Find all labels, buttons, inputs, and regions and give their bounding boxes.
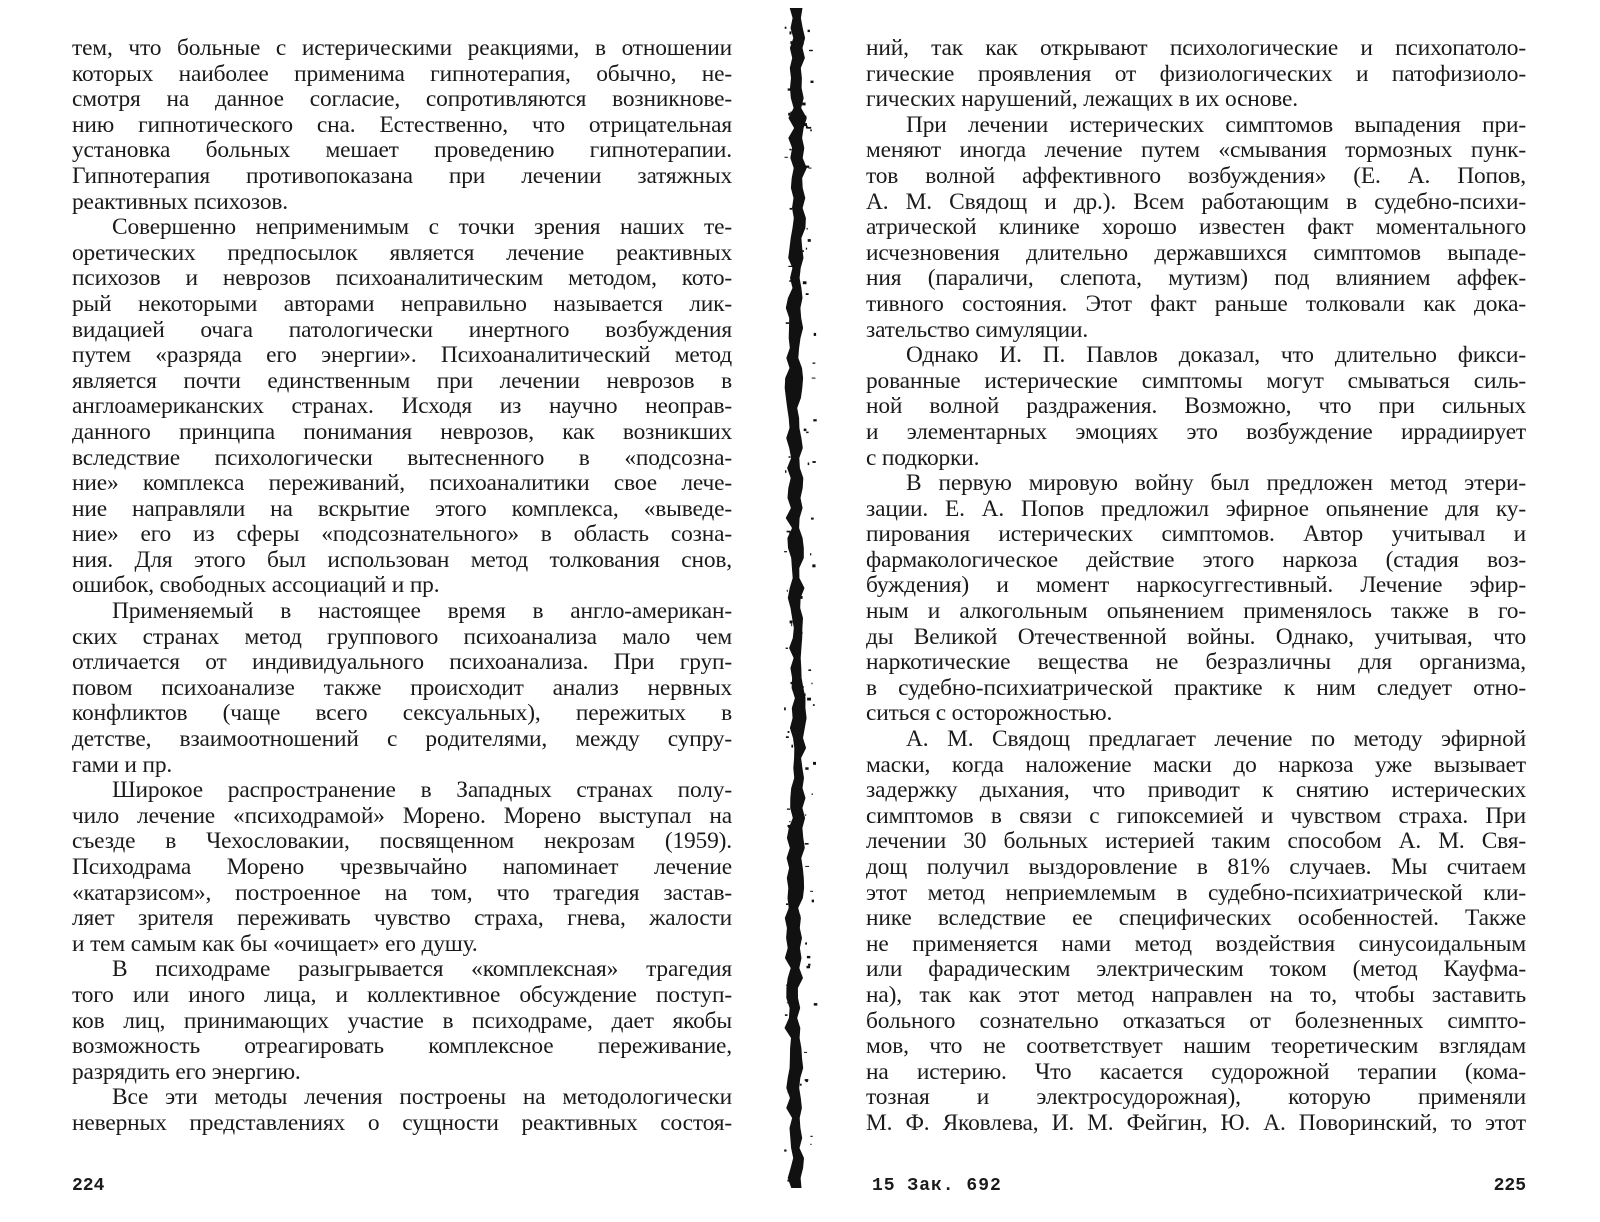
left-page bbox=[72, 36, 732, 1206]
spine-speckle bbox=[787, 1180, 789, 1182]
spine-speckle bbox=[813, 363, 816, 364]
text-line: тивного состояния. Этот факт раньше толковали как дока- bbox=[866, 291, 1526, 317]
text-line: англоамериканских странах. Исходя из научно неоправ- bbox=[72, 394, 732, 420]
spine-speckle bbox=[788, 1091, 791, 1093]
spine-speckle bbox=[803, 250, 804, 252]
spine-speckle bbox=[786, 322, 789, 324]
spine-speckle bbox=[803, 116, 807, 118]
spine-speckle bbox=[802, 686, 804, 688]
spine-speckle bbox=[810, 130, 812, 132]
spine-speckle bbox=[807, 698, 811, 701]
text-line: гические проявления от физиологических и патофизиоло- bbox=[866, 61, 1526, 87]
spine-speckle bbox=[800, 632, 803, 634]
text-line: путем «разряда его энергии». Психоаналитический метод bbox=[72, 343, 732, 369]
spine-speckle bbox=[786, 736, 789, 738]
spine-speckle bbox=[814, 333, 816, 336]
spine-speckle bbox=[789, 296, 790, 297]
spine-speckle bbox=[810, 553, 811, 555]
spine-speckle bbox=[807, 127, 811, 129]
right-page-text bbox=[866, 36, 1526, 1137]
spine-speckle bbox=[798, 10, 801, 12]
spine-speckle bbox=[800, 1084, 802, 1086]
spine-speckle bbox=[784, 1150, 786, 1152]
text-line: установка больных мешает проведению гипнотерапии. bbox=[72, 138, 732, 164]
text-line: маски, когда наложение маски до наркоза уже вызывает bbox=[866, 752, 1526, 778]
text-line: детстве, взаимоотношений с родителями, между супру- bbox=[72, 727, 732, 753]
text-line: рый некоторыми авторами неправильно называется лик- bbox=[72, 291, 732, 317]
spine-shadow-graphic bbox=[778, 0, 822, 1222]
text-line: этот метод неприемлемым в судебно-психиатрической кли- bbox=[866, 880, 1526, 906]
spine-speckle bbox=[789, 821, 790, 822]
text-line: задержку дыхания, что приводит к снятию истерических bbox=[866, 778, 1526, 804]
text-line: нию гипнотического сна. Естественно, что отрицательная bbox=[72, 112, 732, 138]
text-line: разрядить его энергию. bbox=[72, 1059, 301, 1085]
text-line: ние направляли на вскрытие этого комплекса, «выведе- bbox=[72, 496, 732, 522]
text-line: больного сознательно отказаться от болезненных симпто- bbox=[866, 1008, 1526, 1034]
text-line: М. Ф. Яковлева, И. М. Фейгин, Ю. А. Поворинский, то этот bbox=[866, 1110, 1526, 1136]
spine-speckle bbox=[792, 449, 795, 450]
spine-speckle bbox=[789, 305, 791, 307]
spine-speckle bbox=[805, 942, 807, 944]
spine-speckle bbox=[785, 157, 788, 158]
spine-speckle bbox=[794, 404, 797, 406]
spine-speckle bbox=[787, 914, 791, 917]
spine-speckle bbox=[808, 239, 811, 242]
text-line: Совершенно неприменимым с точки зрения наших те- bbox=[112, 215, 732, 241]
spine-speckle bbox=[806, 1079, 808, 1082]
text-line: Все эти методы лечения построены на методологически bbox=[112, 1085, 732, 1111]
spine-speckle bbox=[785, 27, 787, 29]
text-line: В первую мировую войну был предложен метод этери- bbox=[906, 471, 1526, 497]
text-line: смотря на данное согласие, сопротивляются возникнове- bbox=[72, 87, 732, 113]
spine-speckle bbox=[797, 952, 800, 953]
spine-speckle bbox=[790, 208, 793, 210]
spine-speckle bbox=[785, 1014, 788, 1016]
spine-speckle bbox=[796, 156, 800, 159]
spine-speckle bbox=[790, 31, 792, 34]
spine-speckle bbox=[808, 964, 810, 966]
spine-speckle bbox=[813, 419, 816, 421]
spine-speckle bbox=[805, 814, 806, 816]
spine-speckle bbox=[803, 281, 807, 284]
spine-speckle bbox=[799, 44, 801, 46]
spine-speckle bbox=[786, 648, 788, 649]
print-mark: 15 Зак. 692 bbox=[872, 1176, 1002, 1196]
text-line: вследствие психологически вытесненного в «подсозна- bbox=[72, 445, 732, 471]
text-line: тем, что больные с истерическими реакциями, в отношении bbox=[72, 36, 732, 61]
text-line: которых наиболее применима гипнотерапия, обычно, не- bbox=[72, 61, 732, 87]
spine-speckle bbox=[789, 149, 791, 151]
text-line: на истерию. Что касается судорожной терапии (кома- bbox=[866, 1059, 1526, 1085]
text-line: В психодраме разыгрывается «комплексная» трагедия bbox=[112, 957, 732, 983]
spine-speckle bbox=[810, 1136, 812, 1137]
spine-speckle bbox=[804, 1052, 807, 1053]
spine-speckle bbox=[813, 762, 816, 765]
spine-speckle bbox=[789, 532, 791, 535]
text-line: отличается от индивидуального психоанализа. При груп- bbox=[72, 650, 732, 676]
spine-speckle bbox=[808, 669, 811, 671]
spine-speckle bbox=[786, 903, 788, 905]
spine-speckle bbox=[788, 88, 791, 90]
spine-speckle bbox=[799, 653, 801, 654]
spine-speckle bbox=[808, 30, 810, 32]
page-number-left: 224 bbox=[72, 1176, 105, 1196]
spine-speckle bbox=[788, 113, 790, 116]
spine-speckle bbox=[799, 915, 801, 917]
spine-speckle bbox=[787, 590, 788, 592]
spine-speckle bbox=[800, 808, 802, 810]
spine-speckle bbox=[814, 1003, 818, 1006]
spine-speckle bbox=[805, 866, 809, 867]
spine-speckle bbox=[796, 431, 799, 434]
spine-speckle bbox=[793, 580, 795, 582]
text-line: ние» его из сферы «подсознательного» в область созна- bbox=[72, 522, 732, 548]
text-line: зации. Е. А. Попов предложил эфирное опьянение для ку- bbox=[866, 496, 1526, 522]
spine-speckle bbox=[791, 505, 794, 507]
spine-speckle bbox=[797, 982, 800, 984]
spine-speckle bbox=[807, 966, 811, 969]
text-line: и элементарных эмоциях это возбуждение иррадиирует bbox=[866, 419, 1526, 445]
text-line: ды Великой Отечественной войны. Однако, учитывая, что bbox=[866, 624, 1526, 650]
text-line: не применяется нами метод воздействия синусоидальным bbox=[866, 931, 1526, 957]
text-line: с подкорки. bbox=[866, 445, 980, 471]
text-line: А. М. Свядощ и др.). Всем работающим в судебно-психи- bbox=[866, 189, 1526, 215]
text-line: меняют иногда лечение путем «смывания тормозных пунк- bbox=[866, 138, 1526, 164]
spine-speckle bbox=[807, 228, 808, 230]
text-line: ным и алкогольным опьянением применялось также в го- bbox=[866, 599, 1526, 625]
text-line: фармакологическое действие этого наркоза (стадия воз- bbox=[866, 547, 1526, 573]
spine-speckle bbox=[800, 553, 804, 555]
text-line: наркотические вещества не безразличны для организма, bbox=[866, 650, 1526, 676]
spine-speckle bbox=[800, 596, 803, 599]
text-line: «катарзисом», построенное на том, что трагедия застав- bbox=[72, 880, 732, 906]
text-line: ния. Для этого был использован метод толкования снов, bbox=[72, 547, 732, 573]
spine-speckle bbox=[799, 486, 802, 487]
spine-speckle bbox=[809, 50, 813, 51]
text-line: атрической клинике хорошо известен факт моментального bbox=[866, 215, 1526, 241]
spine-speckle bbox=[791, 1108, 793, 1110]
spine-speckle bbox=[799, 119, 800, 121]
text-line: психозов и неврозов психоаналитическим методом, кото- bbox=[72, 266, 732, 292]
text-line: ских странах метод группового психоанализа мало чем bbox=[72, 624, 732, 650]
text-line: конфликтов (чаще всего сексуальных), пережитых в bbox=[72, 701, 732, 727]
text-line: ной волной раздражения. Возможно, что при сильных bbox=[866, 394, 1526, 420]
spine-speckle bbox=[794, 694, 798, 696]
text-line: симптомов в связи с гипоксемией и чувством страха. При bbox=[866, 803, 1526, 829]
right-page bbox=[866, 36, 1526, 1206]
text-line: и тем самым как бы «очищает» его душу. bbox=[72, 931, 478, 957]
spine-speckle bbox=[812, 461, 815, 463]
spine-speckle bbox=[789, 280, 792, 282]
text-line: возможность отреагировать комплексное переживание, bbox=[72, 1034, 732, 1060]
text-line: чило лечение «психодрамой» Морено. Морено выступал на bbox=[72, 803, 732, 829]
spine-speckle bbox=[794, 123, 796, 125]
spine-speckle bbox=[787, 1002, 788, 1003]
text-line: данного принципа понимания неврозов, как возникших bbox=[72, 419, 732, 445]
text-line: Гипнотерапия противопоказана при лечении затяжных bbox=[72, 163, 732, 189]
spine-speckle bbox=[808, 463, 810, 466]
spine-speckle bbox=[789, 354, 790, 356]
text-line: в судебно-психиатрической практике к ним следует отно- bbox=[866, 675, 1526, 701]
spine-speckle bbox=[812, 564, 815, 567]
text-line: оретических предпосылок является лечение реактивных bbox=[72, 240, 732, 266]
spine-speckle bbox=[795, 911, 797, 912]
text-line: ошибок, свободных ассоциаций и пр. bbox=[72, 573, 440, 599]
text-line: повом психоанализе также происходит анализ нервных bbox=[72, 675, 732, 701]
spine-speckle bbox=[794, 241, 797, 244]
spine-speckle bbox=[790, 41, 792, 44]
spine-speckle bbox=[807, 956, 810, 958]
spine-speckle bbox=[802, 43, 803, 45]
spine-speckle bbox=[789, 456, 791, 458]
spine-speckle bbox=[790, 112, 791, 114]
text-line: гических нарушений, лежащих в их основе. bbox=[866, 87, 1298, 113]
text-line: нике вследствие ее специфических особенностей. Также bbox=[866, 906, 1526, 932]
text-line: гами и пр. bbox=[72, 752, 173, 778]
spine-speckle bbox=[803, 693, 805, 696]
spine-speckle bbox=[790, 621, 793, 624]
text-line: мов, что не соответствует нашим теоретическим взглядам bbox=[866, 1034, 1526, 1060]
spine-speckle bbox=[786, 985, 788, 986]
spine-speckle bbox=[795, 1091, 798, 1092]
text-line: является почти единственным при лечении неврозов в bbox=[72, 368, 732, 394]
text-line: ситься с осторожностью. bbox=[866, 701, 1113, 727]
text-line: ляет зрителя переживать чувство страха, гнева, жалости bbox=[72, 906, 732, 932]
spine-speckle bbox=[811, 518, 814, 520]
spine-speckle bbox=[811, 81, 814, 83]
spine-speckle bbox=[794, 163, 797, 166]
spine-speckle bbox=[793, 383, 797, 386]
text-line: Применяемый в настоящее время в англо-американ- bbox=[112, 599, 732, 625]
spine-speckle bbox=[784, 707, 786, 710]
spine-speckle bbox=[799, 335, 801, 336]
spine-speckle bbox=[805, 843, 809, 845]
spine-speckle bbox=[795, 115, 796, 116]
spine-speckle bbox=[810, 1144, 812, 1145]
spine-speckle bbox=[802, 820, 803, 823]
spine-speckle bbox=[802, 103, 806, 106]
spine-speckle bbox=[805, 767, 808, 770]
spine-speckle bbox=[809, 168, 812, 169]
book-spine bbox=[778, 0, 822, 1222]
spine-speckle bbox=[791, 303, 792, 305]
text-line: Психодрама Морено чрезвычайно напоминает лечение bbox=[72, 855, 732, 880]
spine-speckle bbox=[790, 907, 792, 909]
spine-speckle bbox=[788, 954, 789, 957]
text-line: или фарадическим электрическим током (метод Кауфма- bbox=[866, 957, 1526, 983]
spine-speckle bbox=[810, 891, 813, 892]
text-line: лечении 30 больных истерией таким способом А. М. Свя- bbox=[866, 829, 1526, 855]
text-line: неверных представлениях о сущности реактивных состоя- bbox=[72, 1110, 732, 1136]
text-line: на), так как этот метод направлен на то, чтобы заставить bbox=[866, 982, 1526, 1008]
spine-shape bbox=[785, 8, 807, 1188]
spine-speckle bbox=[784, 551, 787, 552]
spine-speckle bbox=[787, 809, 790, 810]
text-line: А. М. Свядощ предлагает лечение по методу эфирной bbox=[906, 727, 1526, 753]
text-line: пирования истерических симптомов. Автор учитывал и bbox=[866, 522, 1526, 548]
spine-speckle bbox=[792, 932, 795, 934]
text-line: буждения) и момент наркосуггестивный. Лечение эфир- bbox=[866, 573, 1526, 599]
text-line: тозная и электросудорожная), которую применяли bbox=[866, 1085, 1526, 1111]
spine-speckle bbox=[806, 432, 808, 434]
spine-speckle bbox=[789, 535, 792, 537]
text-line: реактивных психозов. bbox=[72, 189, 288, 215]
spine-speckle bbox=[793, 565, 797, 568]
spine-speckle bbox=[791, 417, 794, 419]
left-page-text bbox=[72, 36, 732, 1137]
spine-speckle bbox=[794, 154, 795, 156]
spine-speckle bbox=[804, 429, 807, 432]
spine-speckle bbox=[791, 682, 794, 684]
text-line: рованные истерические симптомы могут смываться силь- bbox=[866, 368, 1526, 394]
spine-speckle bbox=[813, 704, 815, 706]
page-number-right: 225 bbox=[1493, 1176, 1526, 1196]
spine-speckle bbox=[812, 794, 813, 795]
text-line: ние» комплекса переживаний, психоаналитики свое лече- bbox=[72, 471, 732, 497]
spine-speckle bbox=[811, 683, 812, 685]
spine-speckle bbox=[805, 166, 809, 168]
text-line: видацией очага патологически инертного возбуждения bbox=[72, 317, 732, 343]
text-line: зательство симуляции. bbox=[866, 317, 1089, 343]
spine-speckle bbox=[788, 266, 792, 267]
text-line: Однако И. П. Павлов доказал, что длительно фикси- bbox=[906, 343, 1526, 369]
text-line: Широкое распространение в Западных странах полу- bbox=[112, 778, 732, 804]
text-line: дощ получил выздоровление в 81% случаев. Мы считаем bbox=[866, 855, 1526, 880]
spine-speckle bbox=[806, 293, 809, 295]
spine-speckle bbox=[794, 951, 796, 953]
text-line: того или иного лица, и коллективное обсуждение поступ- bbox=[72, 982, 732, 1008]
spine-speckle bbox=[785, 470, 786, 473]
spine-speckle bbox=[812, 378, 816, 379]
spine-speckle bbox=[793, 1001, 796, 1003]
spine-speckle bbox=[796, 130, 798, 133]
text-line: исчезновения длительно державшихся симптомов выпаде- bbox=[866, 240, 1526, 266]
spine-speckle bbox=[788, 825, 791, 827]
spine-speckle bbox=[794, 184, 795, 186]
spine-speckle bbox=[812, 900, 814, 903]
text-line: При лечении истерических симптомов выпадения при- bbox=[906, 112, 1526, 138]
spine-speckle bbox=[791, 745, 793, 748]
spine-speckle bbox=[788, 731, 790, 733]
text-line: ков лиц, принимающих участие в психодраме, дает якобы bbox=[72, 1008, 732, 1034]
spine-speckle bbox=[791, 623, 792, 626]
text-line: ния (параличи, слепота, мутизм) под влиянием аффек- bbox=[866, 266, 1526, 292]
text-line: съезде в Чехословакии, посвященном некрозам (1959). bbox=[72, 829, 732, 855]
text-line: ний, так как открывают психологические и психопатоло- bbox=[866, 36, 1526, 61]
spine-speckle bbox=[789, 389, 793, 391]
spine-speckle bbox=[806, 248, 807, 250]
text-line: тов волной аффективного возбуждения» (Е. А. Попов, bbox=[866, 163, 1526, 189]
spine-speckle bbox=[797, 118, 799, 119]
